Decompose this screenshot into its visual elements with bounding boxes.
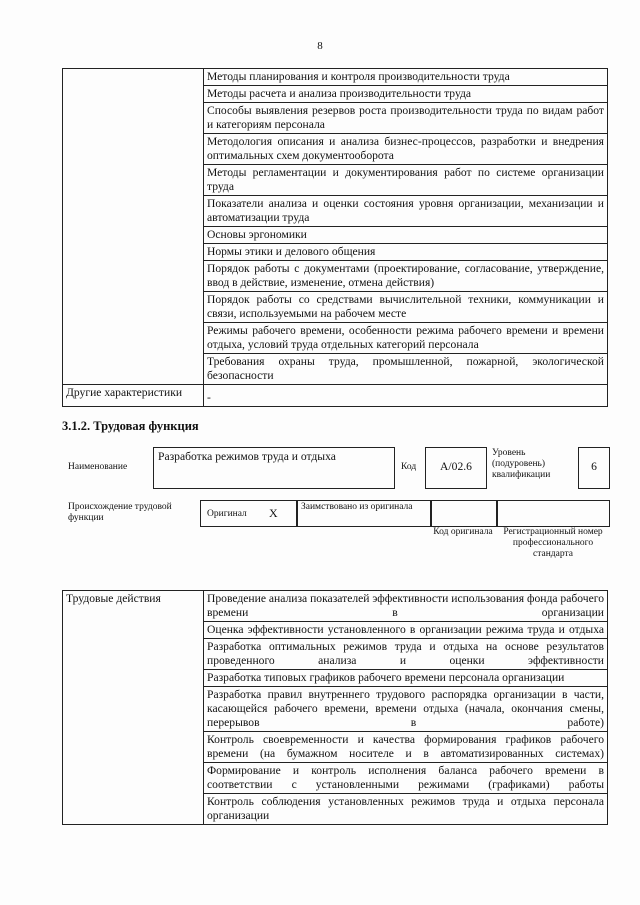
borrowed-label: Заимствовано из оригинала xyxy=(301,502,413,512)
reg-number-box xyxy=(496,500,610,527)
action-item: Разработка оптимальных режимов труда и отдыха на основе результатов проведенного анализа и оценки эффективности xyxy=(204,639,608,670)
borrowed-box xyxy=(296,500,432,527)
knowledge-item: Способы выявления резервов роста производительности труда по видам работ и категориям персонала xyxy=(204,103,608,134)
original-box xyxy=(200,500,298,527)
page-number: 8 xyxy=(317,40,323,52)
knowledge-table xyxy=(62,68,608,407)
function-name-box xyxy=(153,447,395,489)
function-name-value: Разработка режимов труда и отдыха xyxy=(158,450,336,463)
knowledge-item: Основы эргономики xyxy=(204,227,608,244)
level-label: Уровень (подуровень) квалификации xyxy=(492,448,551,480)
action-item: Разработка правил внутреннего трудового распорядка организации в части, касающейся рабочего времени, времени отдыха (начала, окончания смены, перерывов в работе) xyxy=(204,687,608,732)
origin-code-label: Код оригинала xyxy=(433,527,493,537)
other-characteristics-label: Другие характеристики xyxy=(63,385,204,407)
knowledge-item: Методы регламентации и документирования работ по системе организации труда xyxy=(204,165,608,196)
actions-table xyxy=(62,590,608,825)
origin-label: Происхождение трудовой функции xyxy=(68,502,172,523)
level-box xyxy=(578,447,610,489)
action-item: Формирование и контроль исполнения баланса рабочего времени в соответствии с установленными режимами (графиками) работы xyxy=(204,763,608,794)
action-item: Контроль соблюдения установленных режимов труда и отдыха персонала организации xyxy=(204,794,608,825)
knowledge-item: Методы расчета и анализа производительности труда xyxy=(204,86,608,103)
action-item: Оценка эффективности установленного в организации режима труда и отдыха xyxy=(204,622,608,639)
knowledge-item: Порядок работы с документами (проектирование, согласование, утверждение, ввод в действие, изменение, отмена действия) xyxy=(204,261,608,292)
origin-code-box xyxy=(430,500,498,527)
section-heading: 3.1.2. Трудовая функция xyxy=(62,419,199,433)
other-characteristics-value: - xyxy=(204,385,608,407)
knowledge-item: Методология описания и анализа бизнес-процессов, разработки и внедрения оптимальных схем документооборота xyxy=(204,134,608,165)
action-item: Разработка типовых графиков рабочего времени персонала организации xyxy=(204,670,608,687)
knowledge-item: Порядок работы со средствами вычислительной техники, коммуникации и связи, используемыми на рабочем месте xyxy=(204,292,608,323)
original-mark: X xyxy=(269,506,278,520)
name-label: Наименование xyxy=(68,462,128,472)
function-code-value: А/02.6 xyxy=(440,460,472,473)
function-code-box xyxy=(425,447,487,489)
knowledge-left-cell xyxy=(63,69,204,385)
knowledge-item: Показатели анализа и оценки состояния уровня организации, механизации и автоматизации труда xyxy=(204,196,608,227)
reg-number-label: Регистрационный номер профессионального стандарта xyxy=(503,527,603,559)
actions-label: Трудовые действия xyxy=(63,591,204,825)
knowledge-item: Требования охраны труда, промышленной, пожарной, экологической безопасности xyxy=(204,354,608,385)
level-value: 6 xyxy=(591,460,597,473)
original-label: Оригинал xyxy=(207,509,247,519)
action-item: Проведение анализа показателей эффективности использования фонда рабочего времени в организации xyxy=(204,591,608,622)
knowledge-item: Методы планирования и контроля производительности труда xyxy=(204,69,608,86)
code-label: Код xyxy=(401,462,417,472)
action-item: Контроль своевременности и качества формирования графиков рабочего времени (на бумажном носителе и в автоматизированных системах) xyxy=(204,732,608,763)
knowledge-item: Нормы этики и делового общения xyxy=(204,244,608,261)
knowledge-item: Режимы рабочего времени, особенности режима рабочего времени и времени отдыха, условий труда отдельных категорий персонала xyxy=(204,323,608,354)
